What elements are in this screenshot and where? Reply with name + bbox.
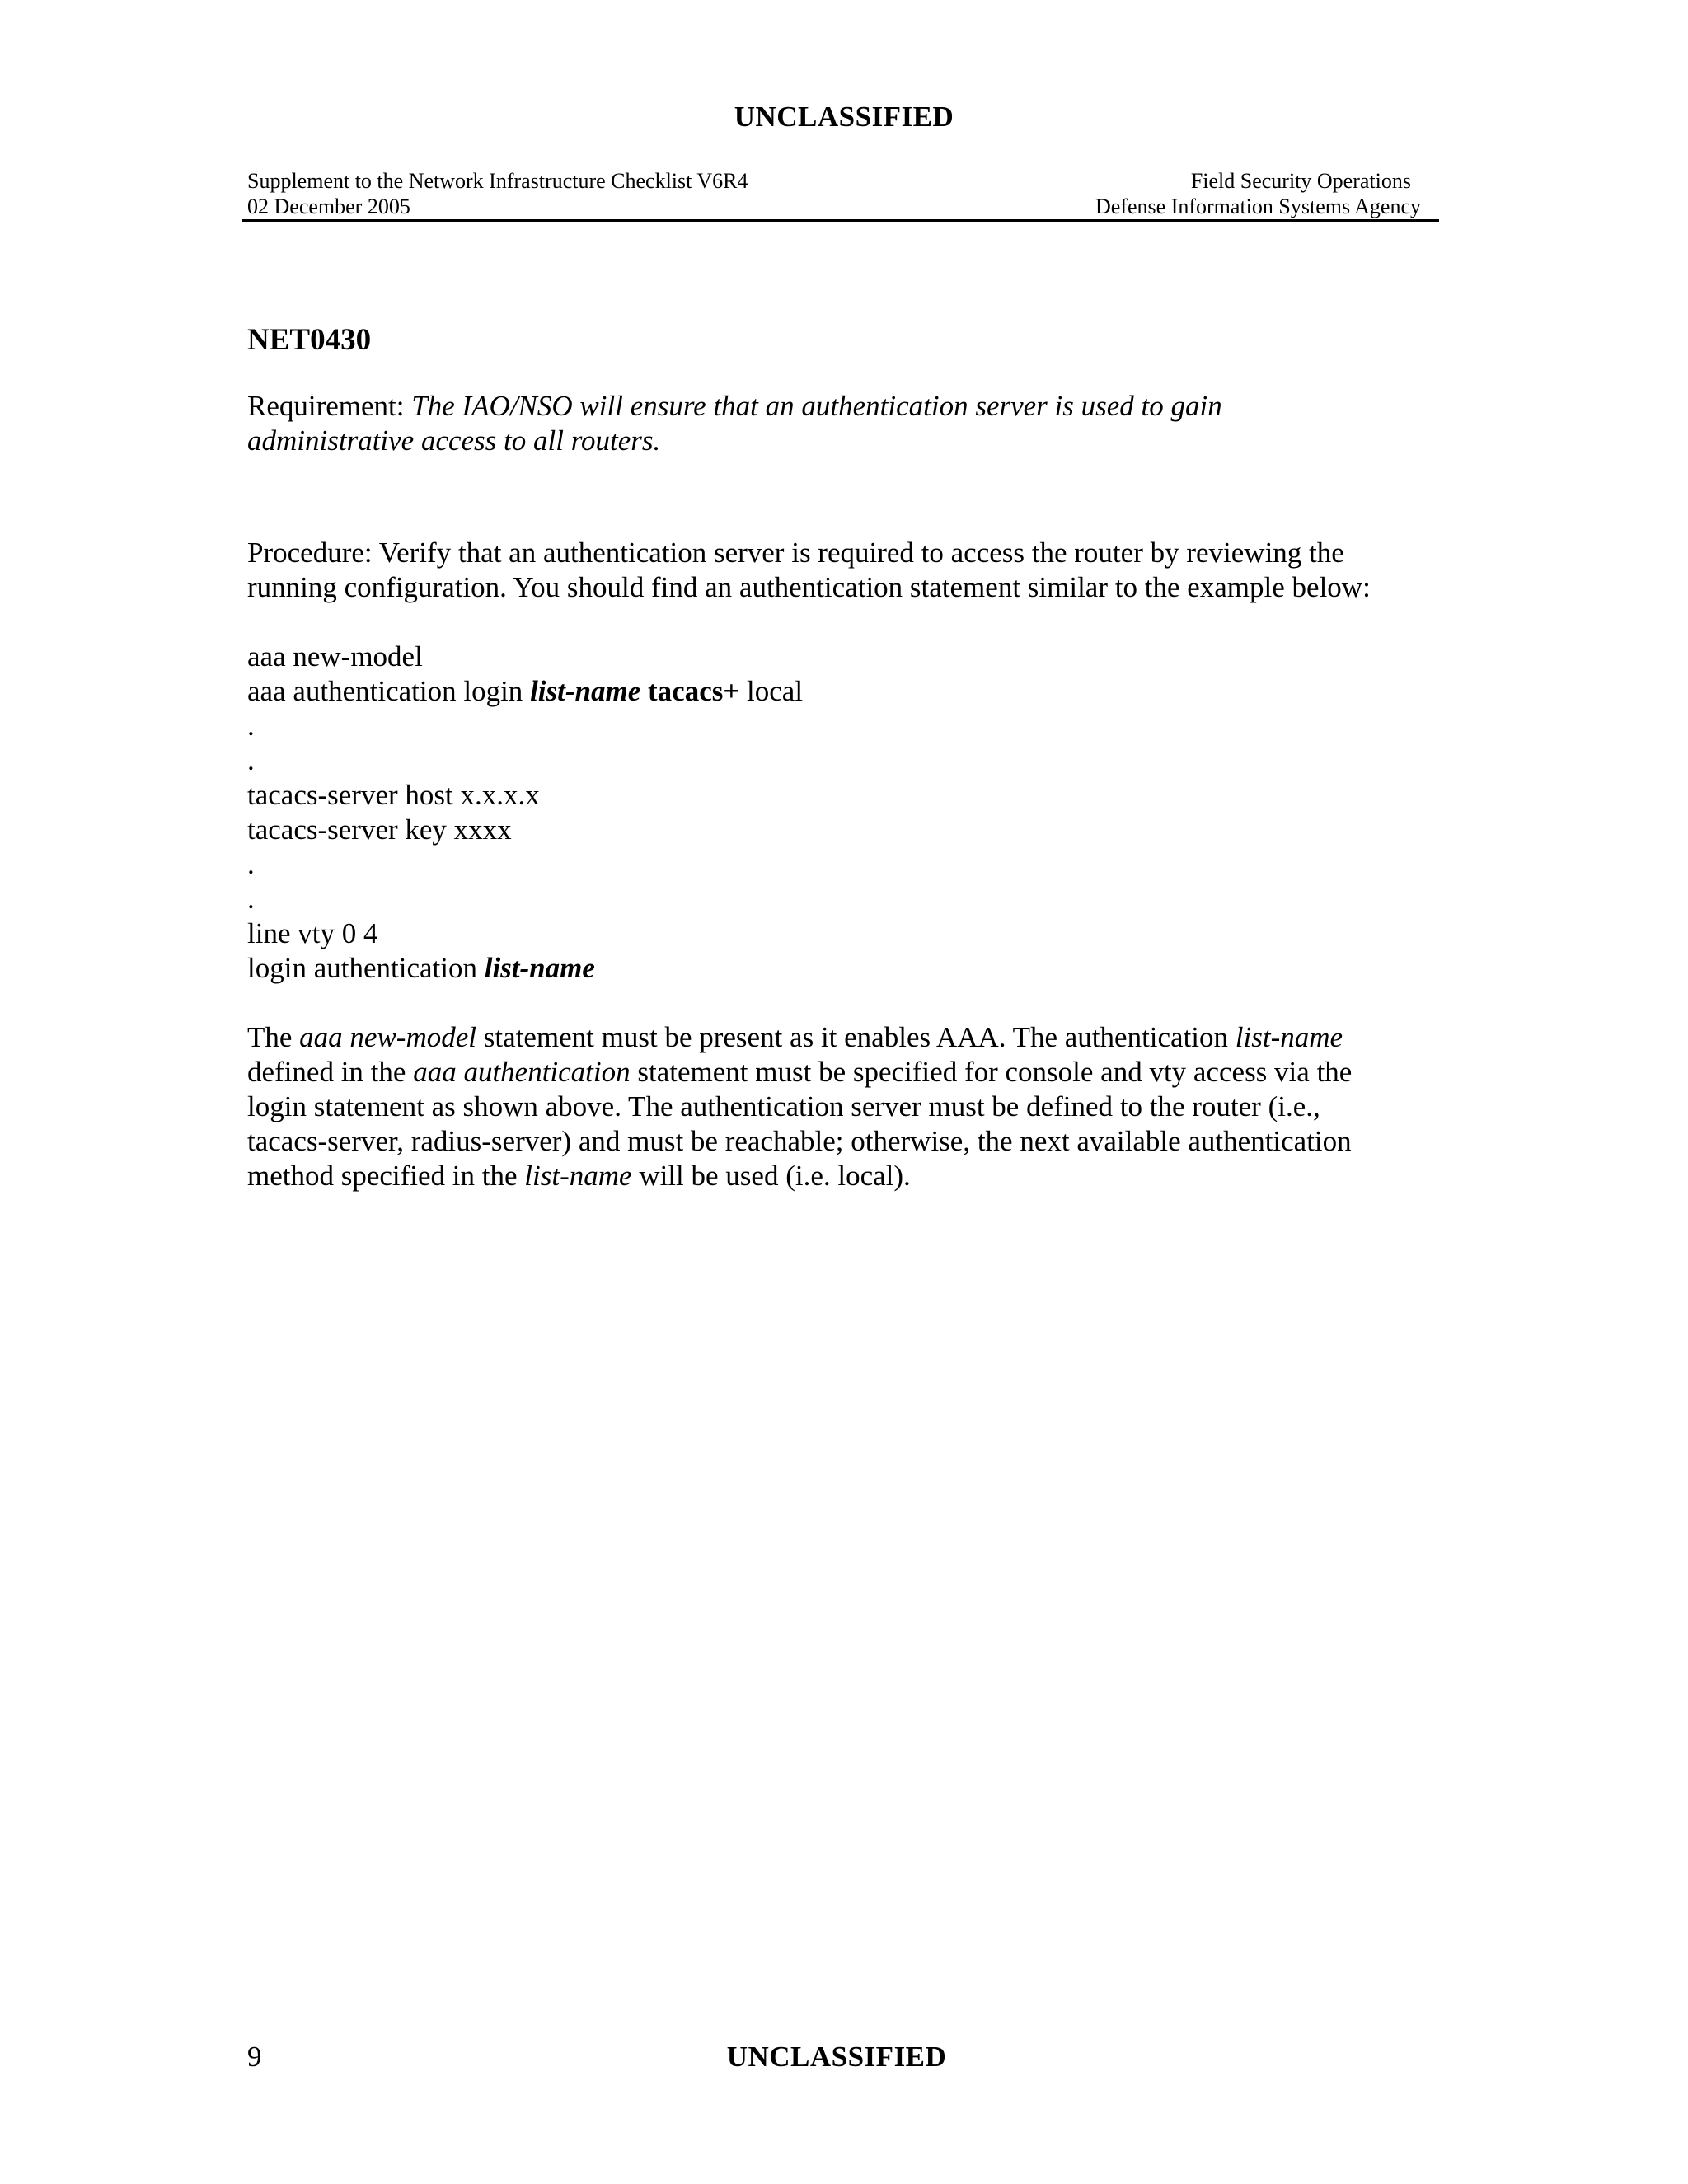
explanation-text: tacacs-server, radius-server) and must be reachable; otherwise, the next available authentication	[247, 1125, 1352, 1157]
config-line: line vty 0 4	[247, 917, 378, 949]
explanation-text: statement must be specified for console and vty access via the	[630, 1056, 1353, 1088]
config-ellipsis-dot: .	[247, 710, 255, 742]
explanation-text: login statement as shown above. The authentication server must be defined to the router (i.e.,	[247, 1090, 1320, 1122]
config-line	[247, 951, 1442, 986]
config-ellipsis-dot: .	[247, 883, 255, 915]
header-date: 02 December 2005	[247, 194, 410, 218]
config-ellipsis-dot: .	[247, 744, 255, 776]
explanation-text: defined in the	[247, 1056, 414, 1088]
running-header-row-1	[247, 168, 1421, 194]
page-footer	[247, 2041, 1442, 2075]
explanation-paragraph	[247, 1020, 1442, 1193]
requirement-text-line-1: The IAO/NSO will ensure that an authentication server is used to gain	[411, 390, 1222, 422]
config-list-name: list-name	[484, 952, 595, 984]
header-organization: Field Security Operations	[1190, 169, 1411, 193]
explanation-text: method specified in the	[247, 1160, 525, 1192]
config-text: local	[739, 675, 804, 707]
config-line: aaa new-model	[247, 640, 423, 673]
procedure-line-1: Procedure: Verify that an authentication server is required to access the router by reviewing the	[247, 537, 1344, 569]
header-divider	[242, 219, 1439, 222]
procedure-paragraph	[247, 536, 1442, 605]
explanation-term: list-name	[524, 1160, 632, 1192]
classification-banner-bottom: UNCLASSIFIED	[726, 2041, 947, 2073]
page-number: 9	[247, 2041, 262, 2073]
explanation-term: aaa authentication	[413, 1056, 631, 1088]
config-text: login authentication	[247, 952, 485, 984]
explanation-term: aaa new-model	[299, 1021, 476, 1053]
config-ellipsis-dot: .	[247, 848, 255, 880]
config-list-name: list-name	[530, 675, 641, 707]
config-tacacs-keyword: tacacs+	[648, 675, 740, 707]
requirement-text-line-2: administrative access to all routers.	[247, 424, 661, 457]
classification-banner-top: UNCLASSIFIED	[734, 101, 954, 133]
document-body	[247, 323, 1442, 1193]
config-line: tacacs-server host x.x.x.x	[247, 779, 540, 811]
requirement-label: Requirement:	[247, 390, 412, 422]
config-example	[247, 640, 1442, 986]
running-header	[247, 168, 1421, 219]
explanation-term: list-name	[1235, 1021, 1343, 1053]
requirement-paragraph	[247, 389, 1442, 458]
config-line: tacacs-server key xxxx	[247, 813, 512, 846]
header-agency: Defense Information Systems Agency	[1095, 194, 1421, 218]
header-document-title: Supplement to the Network Infrastructure Checklist V6R4	[247, 169, 748, 193]
config-space	[640, 675, 648, 707]
explanation-text: The	[247, 1021, 300, 1053]
config-text: aaa authentication login	[247, 675, 531, 707]
running-header-row-2	[247, 194, 1421, 219]
explanation-text: statement must be present as it enables AAA. The authentication	[476, 1021, 1236, 1053]
procedure-line-2: running configuration. You should find an authentication statement similar to the example below:	[247, 571, 1371, 603]
explanation-text: will be used (i.e. local).	[631, 1160, 911, 1192]
config-line	[247, 674, 1442, 709]
section-heading: NET0430	[247, 323, 372, 357]
